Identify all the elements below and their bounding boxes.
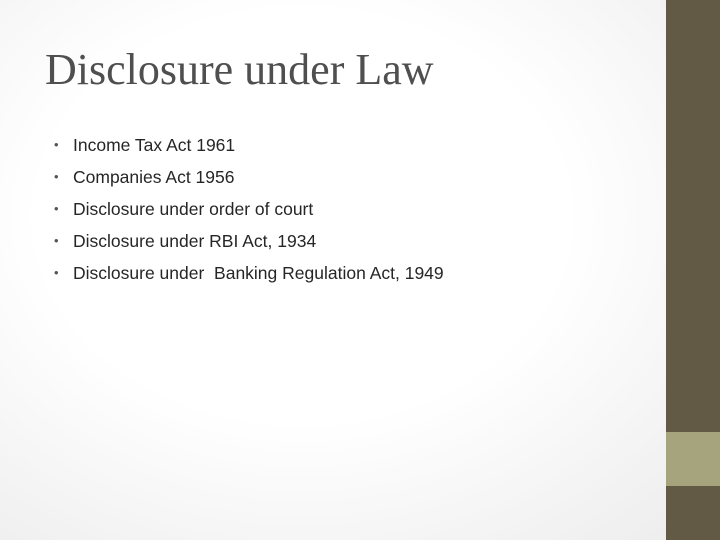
slide-title: Disclosure under Law <box>45 45 434 94</box>
list-item-text: Disclosure under Banking Regulation Act, 1949 <box>73 263 444 283</box>
bullet-icon: • <box>54 169 59 184</box>
bullet-icon: • <box>54 233 59 248</box>
bullet-icon: • <box>54 201 59 216</box>
list-item <box>54 257 644 289</box>
bullet-list <box>54 129 644 289</box>
list-item-text: Disclosure under order of court <box>73 199 314 219</box>
list-item-text: Income Tax Act 1961 <box>73 135 236 155</box>
list-item <box>54 129 644 161</box>
bullet-icon: • <box>54 137 59 152</box>
list-item-text: Disclosure under RBI Act, 1934 <box>73 231 317 251</box>
decorative-band-accent <box>666 432 720 486</box>
list-item <box>54 193 644 225</box>
list-item <box>54 225 644 257</box>
bullet-icon: • <box>54 265 59 280</box>
list-item <box>54 161 644 193</box>
list-item-text: Companies Act 1956 <box>73 167 235 187</box>
